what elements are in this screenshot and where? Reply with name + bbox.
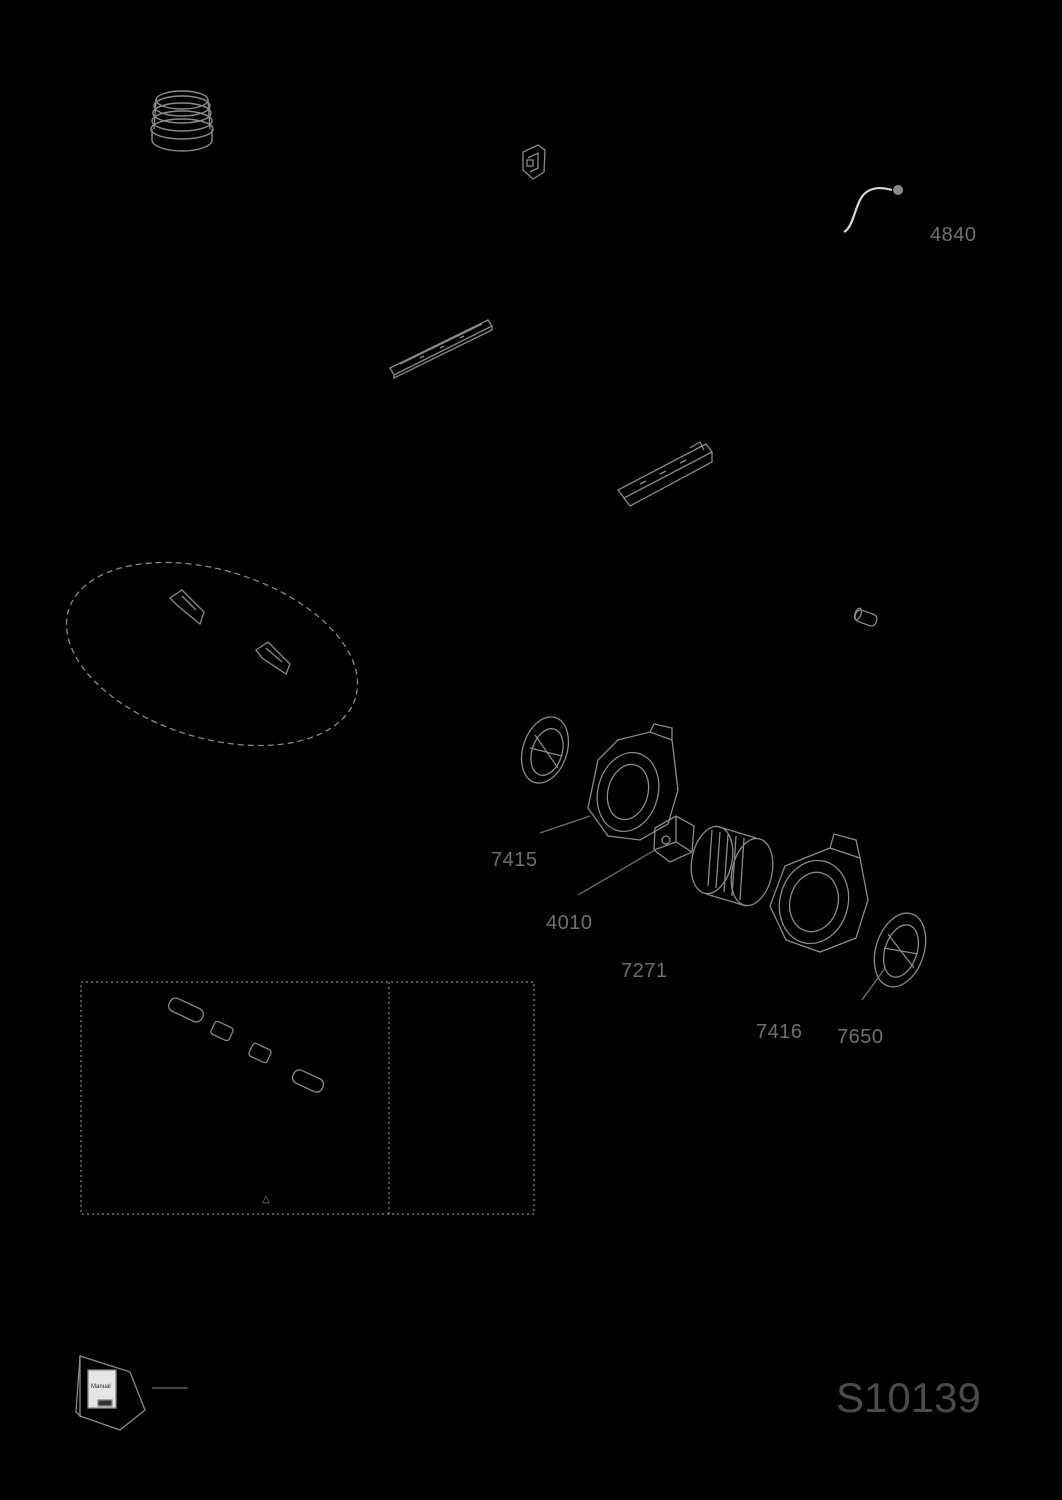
part-number-label: 4010 <box>546 912 593 934</box>
leader-line <box>578 850 655 895</box>
filter-clip-icon <box>256 642 290 674</box>
filter-clip-icon <box>170 590 204 624</box>
motor-icon <box>654 816 694 862</box>
part-number-label: 7416 <box>756 1021 803 1043</box>
part-number-label: 7415 <box>491 849 538 871</box>
leader-line <box>540 816 590 833</box>
leader-line <box>862 968 885 1000</box>
cable-icon <box>844 185 903 232</box>
optional-parts-group <box>44 530 380 778</box>
mounting-bracket-lower-icon <box>618 442 712 506</box>
duct-collar-icon <box>151 91 213 151</box>
impeller-icon <box>685 823 778 910</box>
warning-icon: △ <box>262 1194 270 1205</box>
manual-bag-icon <box>76 1356 145 1430</box>
grille-plate-icon <box>514 711 577 789</box>
lamp-holder-icon <box>167 996 326 1094</box>
part-number-label: 4840 <box>930 224 977 246</box>
fan-housing-icon <box>770 834 868 952</box>
drawing-id: S10139 <box>836 1374 981 1421</box>
mounting-bracket-upper-icon <box>390 320 492 378</box>
lamp-kit-box <box>81 982 534 1214</box>
part-number-label: 7271 <box>621 960 668 982</box>
part-number-label: 7650 <box>837 1026 884 1048</box>
bulb-icon <box>853 607 878 627</box>
manual-label: Manual <box>91 1384 111 1390</box>
fan-assembly <box>514 711 935 1000</box>
clip-icon <box>523 145 545 179</box>
